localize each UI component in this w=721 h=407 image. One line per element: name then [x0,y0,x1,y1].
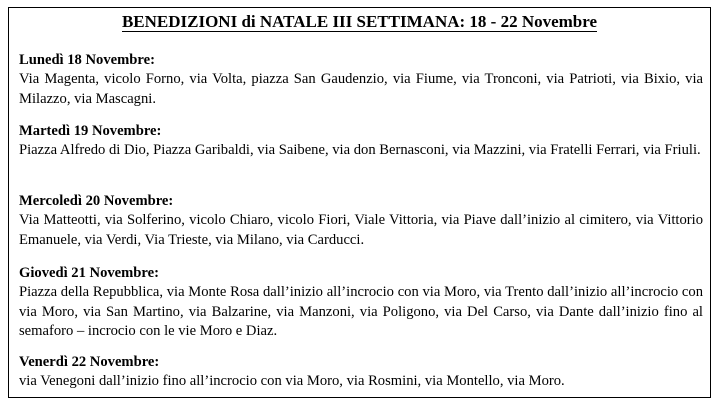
day-block-thursday [19,264,703,341]
day-block-monday [19,51,703,109]
day-heading: Venerdì 22 Novembre: [19,354,160,370]
day-block-friday [19,353,703,392]
document-frame [8,7,711,398]
day-streets: Via Matteotti, via Solferino, vicolo Chiaro, vicolo Fiori, Viale Vittoria, via Piave dall’inizio al cimitero, via Vittorio Emanuele, via Verdi, Via Trieste, via Milano, via Carducci. [19,212,703,248]
day-heading: Mercoledì 20 Novembre: [19,193,174,209]
day-streets: Piazza della Repubblica, via Monte Rosa dall’inizio all’incrocio con via Moro, via Trento dall’inizio all’incrocio con via Moro, via San Martino, via Balzarine, via Manzoni, via Poligono, via Del Carso, via Dante dall’inizio fino al semaforo – incrocio con le vie Moro e Diaz. [19,284,703,339]
day-streets: via Venegoni dall’inizio fino all’incrocio con via Moro, via Rosmini, via Montello, via Moro. [19,373,565,390]
page-title [9,11,710,33]
page-title-text: BENEDIZIONI di NATALE III SETTIMANA: 18 - 22 Novembre [121,12,598,31]
day-heading: Martedì 19 Novembre: [19,123,162,139]
day-streets: Piazza Alfredo di Dio, Piazza Garibaldi, via Saibene, via don Bernasconi, via Mazzini, via Fratelli Ferrari, via Friuli. [19,142,701,159]
day-block-tuesday [19,122,703,161]
day-heading: Lunedì 18 Novembre: [19,52,155,68]
day-heading: Giovedì 21 Novembre: [19,265,159,281]
day-block-wednesday [19,192,703,250]
day-streets: Via Magenta, vicolo Forno, via Volta, piazza San Gaudenzio, via Fiume, via Tronconi, via Patrioti, via Bixio, via Milazzo, via Mascagni. [19,71,703,107]
